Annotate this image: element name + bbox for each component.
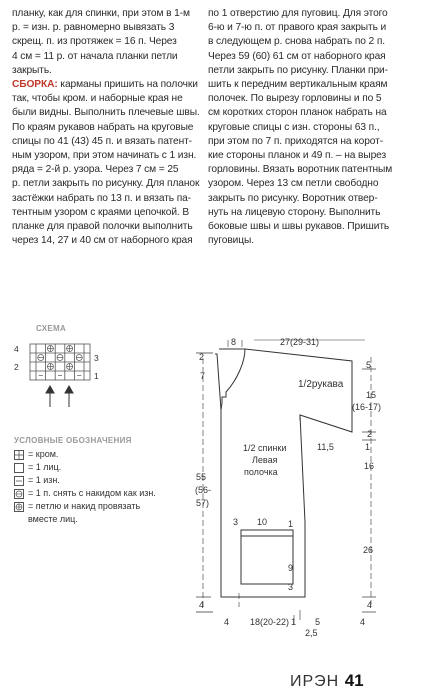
dim-label: (16-17) bbox=[352, 402, 382, 412]
text-line: так, чтобы кром. и наборные края не bbox=[12, 93, 183, 105]
text-line: тентным узором с краями цепочкой. В bbox=[12, 206, 190, 218]
dim-label: 2,5 bbox=[305, 628, 318, 638]
text-line: через 14, 27 и 40 см от наборного края bbox=[12, 235, 193, 247]
dimension-ticks bbox=[196, 353, 376, 612]
dim-label: 27(29-31) bbox=[280, 337, 320, 347]
legend-item: = 1 п. снять с накидом как изн. bbox=[14, 487, 156, 500]
dim-label: 15 bbox=[366, 390, 377, 400]
dim-label: 4 bbox=[367, 600, 373, 610]
body-label: 1/2 спинки bbox=[243, 443, 287, 453]
text-line: ряда = 2-й р. узора. Через 7 см = 25 bbox=[12, 164, 179, 176]
page-footer bbox=[290, 671, 364, 691]
text-line: петли закрыть по рисунку. Планки при- bbox=[208, 64, 388, 76]
text-line: По краям рукавов набрать на круговые bbox=[12, 121, 194, 133]
dim-label: 16 bbox=[364, 461, 375, 471]
row-number: 4 bbox=[14, 344, 19, 354]
dim-label: 5 bbox=[366, 360, 372, 370]
text-line: закрыть. bbox=[12, 64, 52, 76]
dim-label: 1 bbox=[291, 617, 297, 627]
legend-item: = кром. bbox=[14, 448, 156, 461]
text-line: круговые спицы с изн. стороны 63 п., bbox=[208, 121, 380, 133]
row-number: 1 bbox=[94, 371, 99, 381]
text-line: в следующем р. снова набрать по 2 п. bbox=[208, 36, 385, 48]
dim-label: 10 bbox=[257, 517, 268, 527]
dim-label: 1 bbox=[288, 519, 294, 529]
text-line: р. петли закрыть по рисунку. Для планок bbox=[12, 178, 200, 190]
pocket-outline bbox=[241, 530, 293, 584]
text-line: боковые швы и швы рукавов. Пришить bbox=[208, 221, 390, 233]
legend-item: = 1 лиц. bbox=[14, 461, 156, 474]
sborka-heading: СБОРКА: bbox=[12, 79, 58, 91]
text-line: р. = изн. р. равномерно вывязать 3 bbox=[12, 22, 175, 34]
scheme-title: СХЕМА bbox=[36, 324, 67, 333]
text-line: скрещ. п. из протяжек = 16 п. Через bbox=[12, 36, 177, 48]
text-line: узором. Через 13 см петли свободно bbox=[208, 178, 379, 190]
text-line: ным узором, при этом начинать с 1 изн. bbox=[12, 150, 197, 162]
sleeve-label: 1/2рукава bbox=[298, 379, 344, 390]
legend-continuation: вместе лиц. bbox=[28, 514, 78, 525]
dim-label: 3 bbox=[288, 582, 294, 592]
text-line: были видны. Выполнить плечевые швы. bbox=[12, 107, 200, 119]
text-line: спицы по 41 (43) 45 п. и вязать патент- bbox=[12, 135, 192, 147]
text-line: горловины. Вязать воротник патентным bbox=[208, 164, 393, 176]
body-label: полочка bbox=[244, 467, 278, 477]
dim-label: 55 bbox=[196, 472, 207, 482]
text-line: Через 59 (60) 61 см от наборного края bbox=[208, 50, 386, 62]
neck-outline bbox=[219, 349, 245, 410]
page-number: 41 bbox=[344, 671, 364, 690]
text-line: при этом по 7 п. приходятся на корот- bbox=[208, 135, 383, 147]
dim-label: 9 bbox=[288, 563, 294, 573]
legend-item: = петлю и накид провязать bbox=[14, 500, 156, 513]
text-line: полочек. По вырезу горловины и по 5 bbox=[208, 93, 382, 105]
dim-label: 7 bbox=[200, 371, 206, 381]
dim-label: 4 bbox=[224, 617, 230, 627]
dim-label: 26 bbox=[363, 545, 374, 555]
dim-label: 4 bbox=[199, 600, 205, 610]
brand-name: ИРЭН bbox=[290, 673, 340, 690]
pattern-labels bbox=[195, 337, 381, 638]
text-line: пуговицы. bbox=[208, 235, 254, 247]
text-line: кие стороны планок и 49 п. – на вырез bbox=[208, 150, 387, 162]
text-line: закрыть по рисунку. Воротник отвер- bbox=[208, 192, 378, 204]
legend-item: = 1 изн. bbox=[14, 474, 156, 487]
legend-title: УСЛОВНЫЕ ОБОЗНАЧЕНИЯ bbox=[14, 436, 132, 445]
dim-label: 8 bbox=[231, 337, 237, 347]
text-line: карманы пришить на полочки bbox=[57, 79, 198, 91]
dim-label: (56- bbox=[195, 485, 212, 495]
dim-label: 11,5 bbox=[317, 442, 334, 452]
text-line: планку, как для спинки, при этом в 1-м bbox=[12, 8, 190, 19]
dim-label: 2 bbox=[199, 352, 205, 362]
dim-label: 2 bbox=[367, 429, 373, 439]
text-line: 6-ю и 7-ю п. от правого края закрыть и bbox=[208, 22, 387, 34]
dim-label: 4 bbox=[360, 617, 366, 627]
dim-label: 57) bbox=[196, 498, 210, 508]
dim-label: 3 bbox=[233, 517, 239, 527]
row-number: 3 bbox=[94, 353, 99, 363]
dim-label: 5 bbox=[315, 617, 321, 627]
text-line: планке для правой полочки выполнить bbox=[12, 221, 193, 233]
text-line: нуть на лицевую сторону. Выполнить bbox=[208, 206, 381, 218]
text-line: 4 см = 11 р. от начала планки петли bbox=[12, 50, 178, 62]
text-line: по 1 отверстию для пуговиц. Для этого bbox=[208, 8, 388, 19]
row-number: 2 bbox=[14, 362, 19, 372]
text-line: застёжки набрать по 13 п. и вязать па- bbox=[12, 192, 191, 204]
text-line: см коротких сторон планок набрать на bbox=[208, 107, 387, 119]
text-line: шить к передним вертикальным краям bbox=[208, 79, 388, 91]
dim-label: 1 bbox=[365, 442, 371, 452]
dim-label: 18(20-22) bbox=[250, 617, 290, 627]
body-label: Левая bbox=[252, 455, 278, 465]
